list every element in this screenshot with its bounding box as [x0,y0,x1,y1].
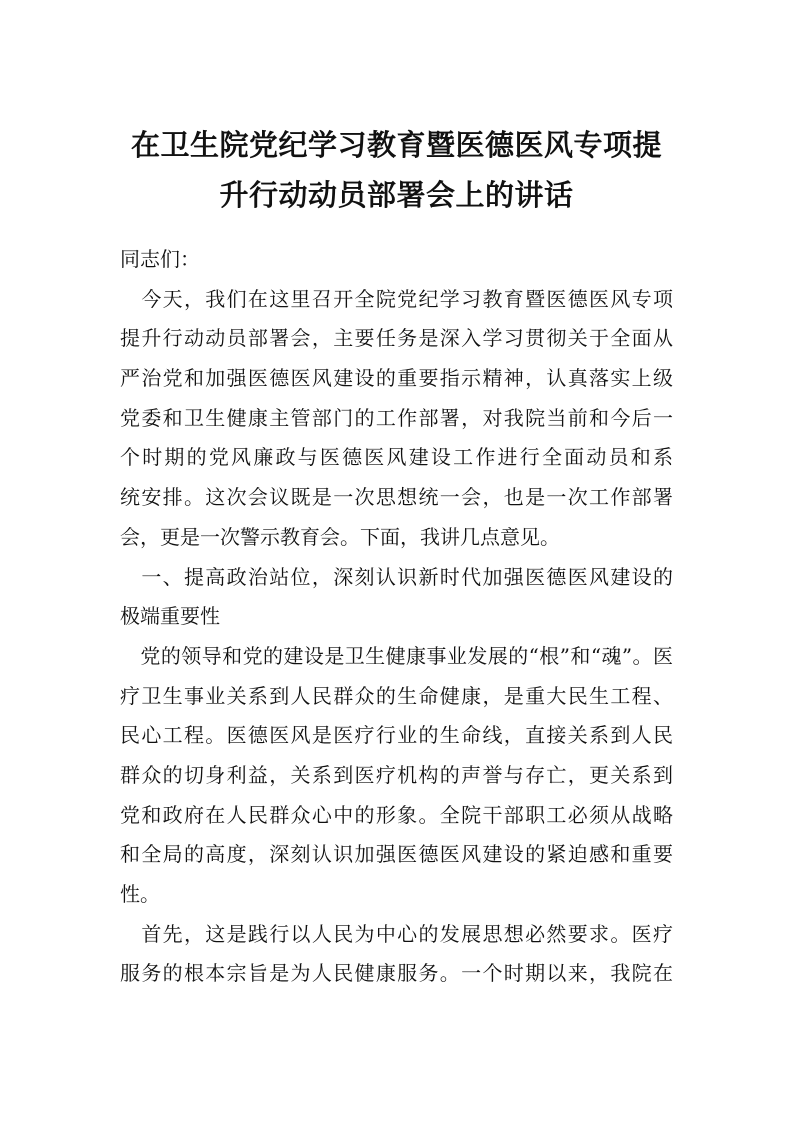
body-line: 群众的切身利益，关系到医疗机构的声誉与存亡，更关系到 [120,762,673,787]
body-line: 会，更是一次警示教育会。下面，我讲几点意见。 [120,524,560,549]
body-line: 统安排。这次会议既是一次思想统一会，也是一次工作部署 [120,485,673,510]
title-line: 升行动动员部署会上的讲话 [219,178,574,212]
body-line: 严治党和加强医德医风建设的重要指示精神，认真落实上级 [120,366,673,391]
body-line: 民心工程。医德医风是医疗行业的生命线，直接关系到人民 [120,723,673,748]
body-line: 首先，这是践行以人民为中心的发展思想必然要求。医疗 [120,921,673,946]
body-line: 性。 [120,882,160,906]
section-heading-line: 一、提高政治站位，深刻认识新时代加强医德医风建设的 [120,564,673,589]
title-line: 在卫生院党纪学习教育暨医德医风专项提 [130,128,662,162]
body-line: 提升行动动员部署会，主要任务是深入学习贯彻关于全面从 [120,326,673,351]
body-line: 党委和卫生健康主管部门的工作部署，对我院当前和今后一 [120,405,673,430]
body-line: 服务的根本宗旨是为人民健康服务。一个时期以来，我院在 [120,961,673,986]
body-line: 和全局的高度，深刻认识加强医德医风建设的紧迫感和重要 [120,842,673,867]
body-line: 个时期的党风廉政与医德医风建设工作进行全面动员和系 [120,445,673,470]
salutation: 同志们： [120,247,200,271]
section-heading-line: 极端重要性 [120,604,220,629]
document-body [120,240,673,994]
body-line: 党的领导和党的建设是卫生健康事业发展的“根”和“魂”。医 [120,643,673,668]
document-title [120,120,673,220]
body-line: 党和政府在人民群众心中的形象。全院干部职工必须从战略 [120,802,673,827]
body-line: 今天，我们在这里召开全院党纪学习教育暨医德医风专项 [120,286,673,311]
body-line: 疗卫生事业关系到人民群众的生命健康，是重大民生工程、 [120,683,673,708]
